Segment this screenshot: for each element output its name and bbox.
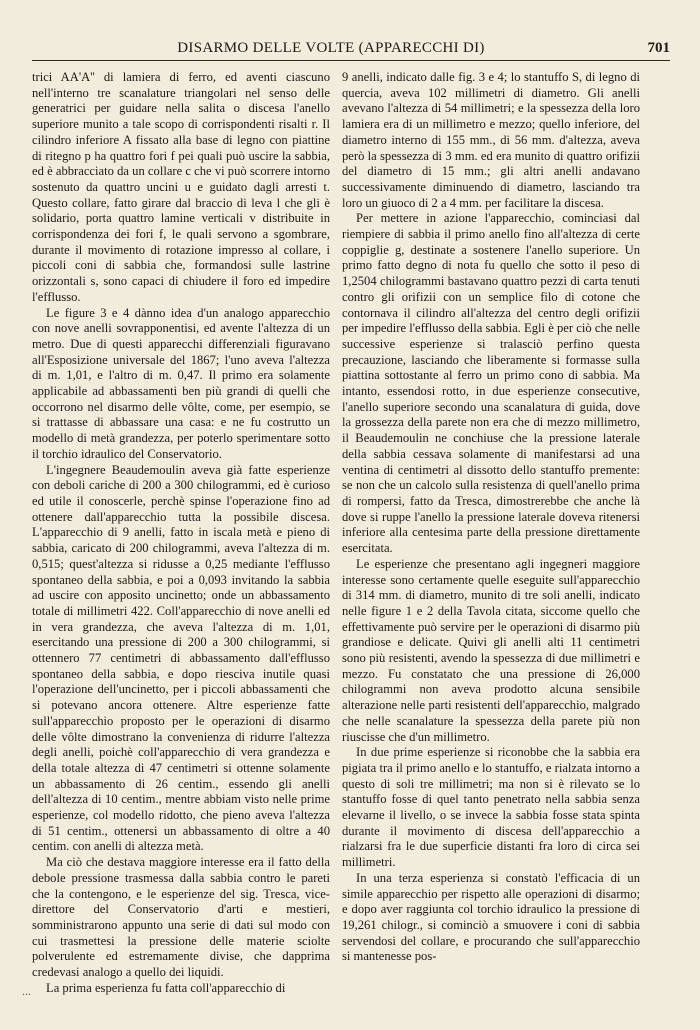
paragraph: 9 anelli, indicato dalle fig. 3 e 4; lo stantuffo S, di legno di quercia, aveva 102 millimetri di diametro. Gli anelli avevano l'altezza di 54 millimetri; e la spessezza della loro lamiera era di un millimetro e mezzo; quello inferiore, del diametro interno di 155 mm., di 56 mm. d'altezza, aveva però la spessezza di 3 mm. ed era munito di quattro orifizii del diametro di 15 mm.; gli altri anelli andavano successivamente diminuendo di diametro, lasciando tra loro un giuoco di 2 a 4 mm. per facilitare la discesa. xyxy=(342,70,640,210)
paragraph: L'ingegnere Beaudemoulin aveva già fatte esperienze con deboli cariche di 200 a 300 chilogrammi, ed è curioso ed utile il conoscerle, perchè spinse l'operazione fino ad ottenere dall'apparecchio tutta la possibile discesa. L'apparecchio di 9 anelli, fatto in iscala metà e pieno di sabbia, caricato di 200 chilogrammi, aveva l'altezza di m. 0,515; quest'altezza si ridusse a 0,25 mediante l'efflusso spontaneo della sabbia, e poi a 0,093 invitando la sabbia ad uscire con apposito uncinetto; onde un abbassamento totale di millimetri 422. Coll'apparecchio di nove anelli ed in vera grandezza, che aveva l'altezza di m. 1,01, esercitando una pressione di 200 a 300 chilogrammi, si ottennero 77 centimetri di abbassamento dall'efflusso spontaneo della sabbia, e dopo riesciva inutile quasi l'operazione dell'uncinetto, per i piccoli abbassamenti che si potevano ancora ottenere. Altre esperienze fatte sull'apparecchio proposto per le operazioni di disarmo delle vôlte dimostrano la convenienza di ridurre l'altezza degli anelli, poichè coll'apparecchio di vera grandezza e della totale altezza di 47 centimetri si ottenne solamente un abbassamento di 26 centim., essendo gli anelli dell'altezza di 10 centim., mentre abbiam visto nelle prime esperienze, col modello ridotto, che pieno aveva l'altezza di 51 centim., ottenersi un abbassamento di oltre a 40 centim. con anelli di altezza metà. xyxy=(32,462,330,854)
paragraph: Ma ciò che destava maggiore interesse era il fatto della debole pressione trasmessa dalla sabbia contro le pareti che la contengono, e le esperienze del sig. Tresca, vice-direttore del Conservatorio d'arti e mestieri, somministrarono appunto una serie di dati sul modo con cui trasmettesi la pressione delle materie sciolte polverulente ed estremamente divise, che dapprima credevasi analogo a quello dei liquidi. xyxy=(32,855,330,980)
page-number: 701 xyxy=(647,40,670,56)
paragraph: La prima esperienza fu fatta coll'apparecchio di xyxy=(46,980,286,995)
right-text-column xyxy=(342,70,640,965)
paragraph: Le esperienze che presentano agli ingegneri maggiore interesse sono certamente quelle eseguite sull'apparecchio di 314 mm. di diametro, munito di tre soli anelli, indicato nelle figure 1 e 2 della Tavola citata, siccome quello che effettivamente può servire per le operazioni di disarmo più grandiose e delicate. Quivi gli anelli alti 11 centimetri sono più resistenti, avendo la spessezza di due millimetri e mezzo. Fu constatato che una pressione di 26,000 chilogrammi non aveva prodotto alcuna sensibile alterazione nelle parti resistenti dell'apparecchio, malgrado che nelle scanalature la spessezza della parete più non riuscisse che d'un millimetro. xyxy=(342,556,640,744)
paragraph: trici AA'A'' di lamiera di ferro, ed aventi ciascuno nell'interno tre scanalature triangolari nel senso delle generatrici per guidare nella salita o discesa l'anello superiore munito a tale scopo di corrispondenti risalti r. Il cilindro inferiore A fissato alla base di legno con piattine di ritegno p ha quattro fori f pei quali può uscire la sabbia, ed è abbracciato da un collare c che vi può scorrere intorno sostenuto da quattro uncini u e guidato dagli arresti t. Questo collare, fatto girare dal braccio di leva l che gli è solidario, porta quattro lamine verticali v distribuite in corrispondenza dei fori f, le quali servono a sgombrare, durante il movimento di rotazione impresso al collare, i piccoli coni di sabbia che, formandosi sulle lastrine orizzontali s, sono capaci di chiudere il foro ed impedire l'efflusso. xyxy=(32,70,330,304)
paragraph: In due prime esperienze si riconobbe che la sabbia era pigiata tra il primo anello e lo stantuffo, e rialzata intorno a questo di soli tre millimetri; ma non si è rilevato se lo stantuffo fosse di quel tanto penetrato nella sabbia senza elevarne il livello, o se invece la sabbia fosse stata spinta durante il movimento di discesa dell'apparecchio a rialzarsi fra le due superficie distanti fra loro di circa sei millimetri. xyxy=(342,745,640,870)
footer-mark: ... xyxy=(22,984,31,998)
page-header-title: DISARMO DELLE VOLTE (APPARECCHI DI) xyxy=(177,40,485,56)
left-text-column xyxy=(32,70,330,996)
paragraph: In una terza esperienza si constatò l'efficacia di un simile apparecchio per rispetto alle operazioni di disarmo; e dopo aver raggiunta col torchio idraulico la pressione di 19,261 chilogr., si cominciò a smuovere i coni di sabbia servendosi del collare, e procurando che sull'apparecchio si mantenesse pos- xyxy=(342,870,640,964)
running-header xyxy=(32,38,670,61)
paragraph: Le figure 3 e 4 dànno idea d'un analogo apparecchio con nove anelli sovrapponentisi, ed avente l'altezza di un metro. Due di questi apparecchi differenziali figuravano all'Esposizione universale del 1867; l'uno aveva l'altezza di m. 1,01, e l'altro di m. 0,47. Il primo era solamente applicabile ad abbassamenti ben più grandi di quelli che occorrono nel disarmo delle vôlte, come, per esempio, se si trattasse di abbassare una casa: e ne fu costrutto un modello di metà grandezza, per poterlo sperimentare sotto il torchio idraulico del Conservatorio. xyxy=(32,305,330,461)
paragraph: Per mettere in azione l'apparecchio, cominciasi dal riempiere di sabbia il primo anello fino all'altezza di certe coppiglie g, destinate a sostenere l'anello superiore. Un primo fatto degno di nota fu quello che sotto il peso di 1,2504 chilogrammi bastavano quattro pezzi di carta tenuti contro gli orifizii con un semplice filo di cotone che contornava il cilindro all'altezza del centro degli orifizii per impedire l'efflusso della sabbia. Egli è per ciò che nelle successive esperienze si tralasciò perfino questa precauzione, lasciando che liberamente si formasse sulla piattina sottostante al ferro un primo cono di sabbia. Ma intanto, essendosi rotto, in due esperienze consecutive, l'anello superiore secondo una scanalatura di guida, dove la grossezza della parete non era che di mezzo millimetro, il Beaudemoulin ne conchiuse che la pressione laterale della sabbia cessava solamente di manifestarsi ad una ventina di centimetri al dissotto dello stantuffo premente: se non che un calcolo sulla resistenza di quell'anello prima di rompersi, fatto da Tresca, dimostrerebbe che anche là dove si ruppe l'anello la pressione laterale doveva ritenersi inferiore alla centesima parte della pressione direttamente esercitata. xyxy=(342,211,640,556)
